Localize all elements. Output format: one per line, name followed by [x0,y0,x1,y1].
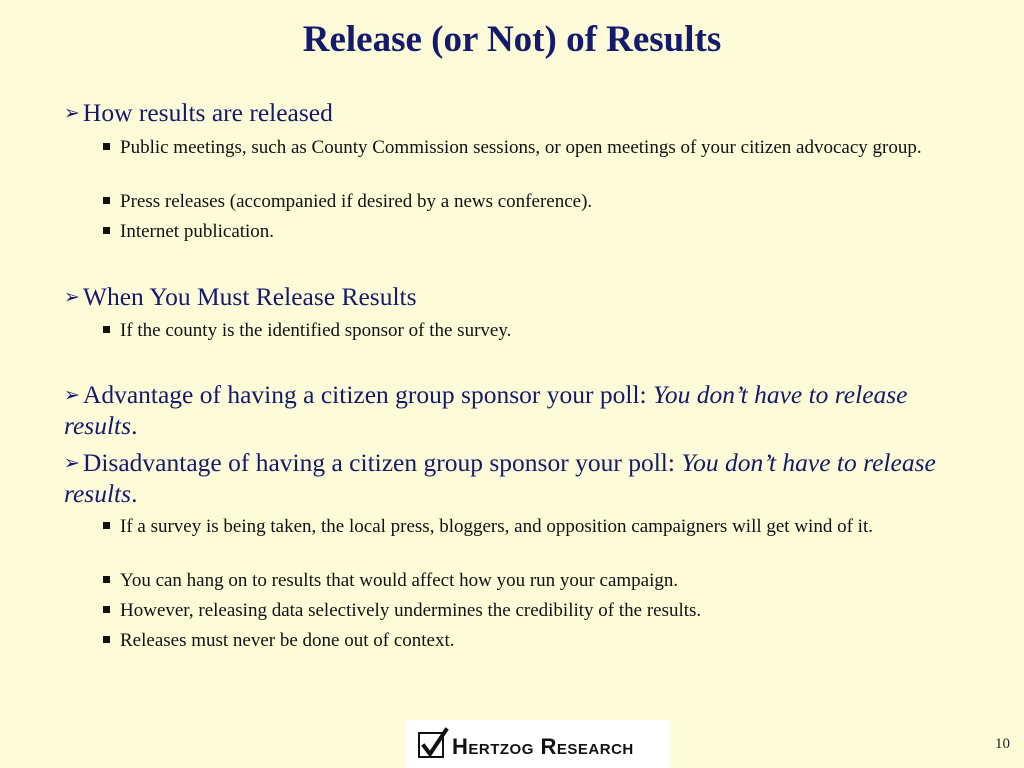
square-bullet-icon [103,576,110,583]
square-bullet-icon [103,227,110,234]
heading-italic-text: You don’t have to release results [64,448,936,508]
bullet-item [101,628,941,653]
bullet-item [101,219,941,244]
heading-text: Advantage of having a citizen group sponsor your poll: [82,380,653,409]
square-bullet-icon [103,197,110,204]
heading-text: How results are released [82,98,333,127]
bullet-item [101,598,941,623]
square-bullet-icon [103,522,110,529]
heading-text: When You Must Release Results [82,282,417,311]
section-heading-when-must-release [64,282,417,313]
bullet-text: If a survey is being taken, the local press, bloggers, and opposition campaigners will get wind of it. [120,516,873,537]
bullet-text: Releases must never be done out of context. [120,630,455,651]
page-number: 10 [995,736,1010,752]
square-bullet-icon [103,606,110,613]
bullet-text: If the county is the identified sponsor of the survey. [120,320,512,341]
hertzog-research-logo [406,720,670,768]
square-bullet-icon [103,326,110,333]
heading-text: Disadvantage of having a citizen group sponsor your poll: [82,448,682,477]
section-heading-advantage [64,380,964,441]
square-bullet-icon [103,143,110,150]
arrowhead-bullet-icon: ➢ [64,385,80,406]
bullet-item [101,514,941,539]
bullet-text: Public meetings, such as County Commission sessions, or open meetings of your citizen advocacy group. [120,137,922,158]
bullet-text: However, releasing data selectively undermines the credibility of the results. [120,600,702,621]
arrowhead-bullet-icon: ➢ [64,453,80,474]
slide-title: Release (or Not) of Results [302,19,722,60]
bullet-text: You can hang on to results that would affect how you run your campaign. [120,570,679,591]
heading-period: . [131,479,138,508]
bullet-item [101,568,941,593]
arrowhead-bullet-icon: ➢ [64,103,80,124]
square-bullet-icon [103,636,110,643]
heading-period: . [131,411,138,440]
logo-text: Hertzog Research [452,734,634,759]
heading-italic-text: You don’t have to release results [64,380,908,440]
checkbox-check-icon [418,732,444,758]
arrowhead-bullet-icon: ➢ [64,287,80,308]
bullet-text: Internet publication. [120,221,275,242]
bullet-item [101,318,941,343]
bullet-item [101,189,941,214]
section-heading-disadvantage [64,448,964,509]
section-heading-how-released [64,98,333,129]
bullet-item [101,135,941,160]
bullet-text: Press releases (accompanied if desired by a news conference). [120,191,593,212]
